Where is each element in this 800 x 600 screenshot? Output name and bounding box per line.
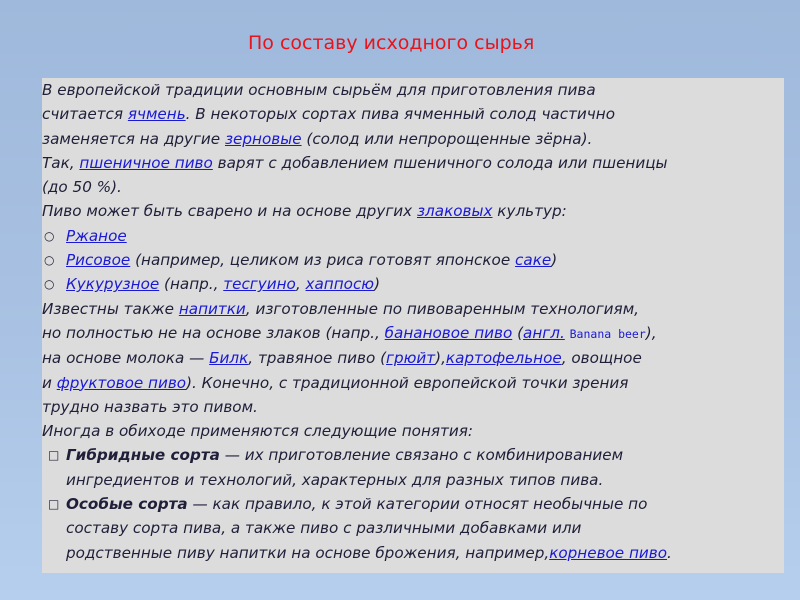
- text-line: но полностью не на основе злаков (напр., банановое пиво (англ. Banana beer),: [42, 323, 657, 342]
- link-wheat-beer[interactable]: пшеничное пиво: [79, 153, 213, 172]
- english-term: Banana beer: [569, 326, 646, 341]
- link-root-beer[interactable]: корневое пиво: [549, 543, 668, 562]
- hollow-circle-icon: ○: [44, 228, 55, 243]
- link-banana-beer[interactable]: банановое пиво: [384, 323, 513, 342]
- text-line: Иногда в обиходе применяются следующие понятия:: [42, 422, 473, 441]
- link-barley[interactable]: ячмень: [127, 105, 186, 124]
- link-bilk[interactable]: Билк: [209, 349, 249, 368]
- hollow-circle-icon: ○: [44, 253, 55, 268]
- link-corn[interactable]: Кукурузное: [66, 275, 160, 294]
- list-item: [42, 224, 782, 248]
- text-line: (до 50 %).: [42, 178, 122, 197]
- slide-title: По составу исходного сырья: [248, 32, 535, 54]
- link-potato[interactable]: картофельное: [445, 349, 562, 368]
- link-sake[interactable]: саке: [515, 251, 552, 270]
- link-english[interactable]: англ.: [523, 323, 565, 342]
- link-drinks[interactable]: напитки: [178, 299, 246, 318]
- list-item: ○ Рисовое (например, целиком из риса готовят японское саке): [42, 248, 782, 272]
- hollow-square-icon: □: [48, 448, 60, 463]
- hollow-circle-icon: ○: [44, 277, 55, 292]
- link-gruit[interactable]: грюйт: [386, 349, 436, 368]
- text-line: заменяется на другие зерновые (солод или непророщенные зёрна).: [42, 129, 593, 148]
- link-rye[interactable]: Ржаное: [66, 226, 127, 245]
- list-item: ○ Кукурузное (напр., тесгуино, хаппосю): [42, 272, 782, 296]
- text-line: считается ячмень. В некоторых сортах пива ячменный солод частично: [42, 105, 615, 124]
- link-grains[interactable]: зерновые: [224, 129, 302, 148]
- text-line: Пиво может быть сварено и на основе других злаковых культур:: [42, 202, 567, 221]
- text-line: и фруктовое пиво). Конечно, с традиционной европейской точки зрения: [42, 373, 629, 392]
- list-item: □ Гибридные сорта — их приготовление связано с комбинированием ингредиентов и технологий, характерных для разных типов пива.: [42, 443, 782, 492]
- link-rice[interactable]: Рисовое: [66, 251, 131, 270]
- link-happoshu[interactable]: хаппосю: [305, 275, 375, 294]
- content-panel: [42, 78, 784, 573]
- text-line: трудно назвать это пивом.: [42, 397, 258, 416]
- link-cereals[interactable]: злаковых: [416, 202, 493, 221]
- text-line: на основе молока — Билк, травяное пиво (грюйт),картофельное, овощное: [42, 349, 642, 368]
- text-line: Так, пшеничное пиво варят с добавлением пшеничного солода или пшеницы: [42, 153, 668, 172]
- text-line: В европейской традиции основным сырьём для приготовления пива: [42, 81, 596, 99]
- link-tesguino[interactable]: тесгуино: [223, 275, 296, 294]
- text-line: Известны также напитки, изготовленные по пивоваренным технологиям,: [42, 299, 639, 318]
- list-item: □ Особые сорта — как правило, к этой категории относят необычные по составу сорта пива, а также пиво с различными добавками или родственные пиву напитки на основе брожения, например,корневое пиво.: [42, 492, 782, 565]
- hollow-square-icon: □: [48, 497, 60, 512]
- link-fruit-beer[interactable]: фруктовое пиво: [56, 373, 187, 392]
